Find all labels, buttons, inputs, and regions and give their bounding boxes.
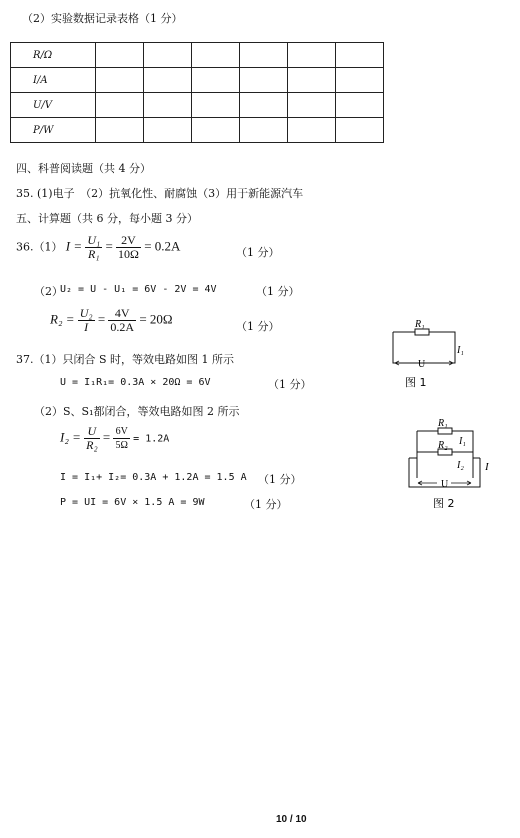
q35-answer: 35. (1)电子 （2）抗氧化性、耐腐蚀（3）用于新能源汽车 — [16, 187, 304, 200]
circuit-figure-1 — [385, 315, 475, 395]
q37-i-score: （1 分） — [258, 473, 302, 486]
row-label: I/A — [11, 68, 96, 93]
equals: = — [105, 238, 113, 254]
row-label: P/W — [11, 118, 96, 143]
q36-r2 — [50, 307, 173, 334]
q36-label: 36.（1） — [16, 240, 63, 254]
q36-result: = 0.2A — [144, 238, 181, 254]
i-lhs: I = — [65, 238, 83, 254]
table-row — [11, 43, 384, 68]
fraction-u-r2: $\frac{U}{\text{R₂}}$ — [86, 424, 98, 452]
fig1-u-label: U — [418, 359, 426, 370]
row-label: U/V — [11, 93, 96, 118]
fraction-u1-r1: $\frac{\text{U₁}}{\text{R₁}}$ — [87, 233, 101, 261]
table-row — [11, 68, 384, 93]
q36-part2-label: （2） — [34, 285, 63, 298]
q37-part1: 37.（1）只闭合 S 时，等效电路如图 1 所示 — [16, 353, 235, 366]
row-label: R/Ω — [11, 43, 96, 68]
equals: = — [102, 429, 111, 445]
q37-p-score: （1 分） — [244, 498, 288, 511]
r2-lhs: R₂ = — [50, 311, 75, 327]
fig2-r2-label: R₂ — [438, 440, 448, 451]
fig2-u-label: U — [441, 479, 449, 490]
fraction-values: $\frac{4V}{0.2A}$ — [110, 306, 135, 334]
section4-heading: 四、科普阅读题（共 4 分） — [16, 162, 151, 175]
q37-part1-eq: U = I₁R₁= 0.3A × 20Ω = 6V — [60, 377, 211, 388]
q36-r2-score: （1 分） — [236, 320, 280, 333]
fraction-values: $\frac{6V}{5\Omega}$ — [115, 426, 128, 451]
table-row — [11, 118, 384, 143]
table-heading: （2）实验数据记录表格（1 分） — [22, 12, 183, 25]
q36-score: （1 分） — [236, 246, 280, 259]
circuit-figure-2 — [405, 416, 505, 508]
record-table — [10, 42, 384, 143]
table-row — [11, 93, 384, 118]
fig2-i-label: I — [485, 461, 489, 473]
fig1-caption: 图 1 — [405, 376, 427, 389]
page-number: 10 / 10 — [276, 814, 307, 825]
q36-part2-eq: U₂ = U - U₁ = 6V - 2V = 4V — [60, 284, 217, 295]
q37-part2: （2）S、S₁都闭合，等效电路如图 2 所示 — [34, 405, 240, 418]
q37-part1-score: （1 分） — [268, 378, 312, 391]
r2-result: = 20Ω — [139, 311, 173, 327]
fig2-i1-label: I₁ — [459, 436, 466, 447]
fig2-r1-label: R₁ — [438, 418, 448, 429]
fraction-u2-i: $\frac{\text{U₂}}{I}$ — [79, 306, 93, 334]
q37-p-eq: P = UI = 6V × 1.5 A = 9W — [60, 497, 205, 508]
q37-i2 — [60, 425, 169, 452]
q36-part2-score: （1 分） — [256, 285, 300, 298]
q37-i-eq: I = I₁+ I₂= 0.3A + 1.2A = 1.5 A — [60, 472, 247, 483]
fig1-i-label: I₁ — [457, 345, 464, 356]
i2-result: = 1.2A — [133, 433, 170, 445]
q36-part1 — [16, 234, 180, 261]
fig2-i2-label: I₂ — [457, 460, 464, 471]
i2-lhs: I₂ = — [60, 429, 81, 445]
fraction-values: $\frac{2V}{10\Omega}$ — [118, 233, 139, 261]
equals: = — [97, 311, 106, 327]
fig1-r-label: R₁ — [415, 319, 425, 330]
section5-heading: 五、计算题（共 6 分，每小题 3 分） — [16, 212, 198, 225]
fig2-caption: 图 2 — [433, 497, 455, 508]
